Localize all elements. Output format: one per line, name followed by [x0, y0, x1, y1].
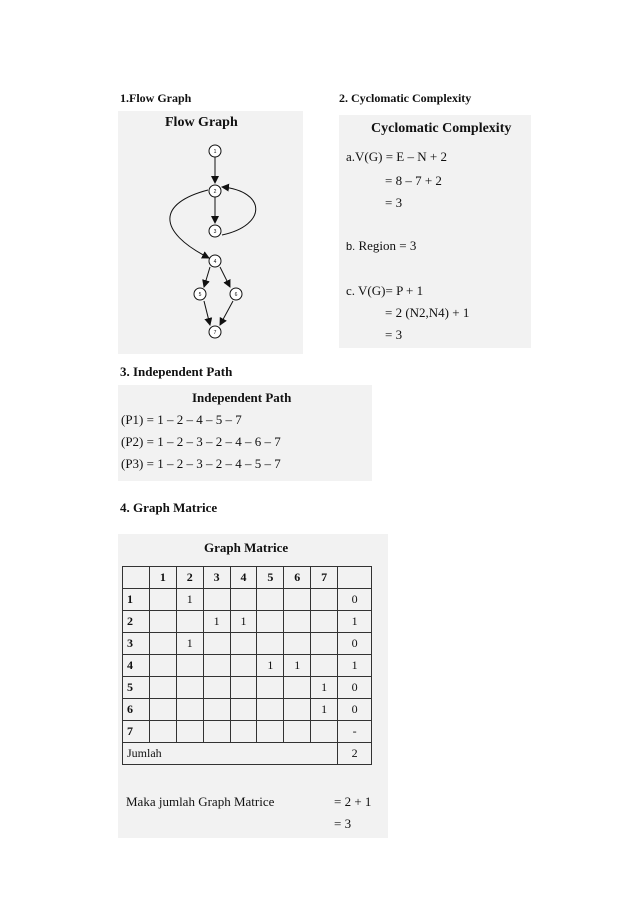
table-row: 7 - — [123, 721, 372, 743]
matrix-header-row: 1 2 3 4 5 6 7 — [123, 567, 372, 589]
summary-line-2: = 3 — [334, 816, 352, 831]
table-row: 1 1 0 — [123, 589, 372, 611]
section-4-heading — [120, 500, 217, 516]
section-title: Graph Matrice — [133, 500, 218, 515]
total-value: 2 — [338, 743, 372, 765]
node-label-5: 5 — [198, 292, 202, 298]
cyclomatic-a-line-3: = 3 — [385, 195, 403, 210]
node-label-3: 3 — [213, 229, 217, 235]
section-1-heading — [120, 91, 191, 106]
node-label-1: 1 — [213, 149, 217, 155]
cyclomatic-a-line-1: a.V(G) = E – N + 2 — [346, 149, 447, 164]
section-number: 3. — [120, 364, 130, 379]
section-number: 4. — [120, 500, 130, 515]
table-row: 3 1 0 — [123, 633, 372, 655]
edge-4-5 — [204, 267, 210, 287]
summary-line-1: = 2 + 1 — [334, 794, 372, 809]
section-number: 1. — [120, 91, 129, 105]
table-row: 5 1 0 — [123, 677, 372, 699]
matrix-total-row — [123, 743, 372, 765]
section-3-heading — [120, 364, 232, 380]
node-label-6: 6 — [234, 292, 238, 298]
section-2-heading — [339, 91, 471, 106]
edge-2-4 — [170, 190, 209, 258]
edge-5-7 — [204, 301, 210, 325]
path-p3: (P3) = 1 – 2 – 3 – 2 – 4 – 5 – 7 — [121, 456, 281, 471]
independent-path-title: Independent Path — [192, 390, 292, 405]
flow-graph-box — [118, 111, 303, 354]
section-title: Independent Path — [133, 364, 233, 379]
path-p2: (P2) = 1 – 2 – 3 – 2 – 4 – 6 – 7 — [121, 434, 281, 449]
independent-path-box — [118, 385, 372, 481]
section-number: 2. — [339, 91, 348, 105]
node-label-2: 2 — [213, 189, 217, 195]
cyclomatic-c-line-2: = 2 (N2,N4) + 1 — [385, 305, 470, 320]
edge-4-6 — [220, 267, 230, 287]
flow-graph-title: Flow Graph — [165, 115, 238, 130]
table-row: 6 1 0 — [123, 699, 372, 721]
edge-6-7 — [220, 301, 233, 325]
cyclomatic-a-line-2: = 8 – 7 + 2 — [385, 173, 442, 188]
graph-matrix-table — [122, 566, 372, 765]
total-label: Jumlah — [123, 743, 338, 765]
path-p1: (P1) = 1 – 2 – 4 – 5 – 7 — [121, 412, 242, 427]
cyclomatic-box — [339, 115, 531, 348]
cyclomatic-c-line-1: c. V(G)= P + 1 — [346, 283, 424, 298]
graph-matrix-box — [118, 534, 388, 838]
node-label-7: 7 — [213, 330, 217, 336]
cyclomatic-b-line: b. Region = 3 — [346, 238, 417, 253]
flow-graph-diagram — [118, 111, 303, 354]
section-title: Cyclomatic Complexity — [351, 91, 472, 105]
table-row: 4 1 1 1 — [123, 655, 372, 677]
graph-matrix-title: Graph Matrice — [204, 540, 289, 555]
summary-label: Maka jumlah Graph Matrice — [126, 794, 275, 809]
edge-3-2 — [222, 187, 256, 235]
cyclomatic-c-line-3: = 3 — [385, 327, 403, 342]
section-title: Flow Graph — [129, 91, 192, 105]
table-row: 2 1 1 1 — [123, 611, 372, 633]
node-label-4: 4 — [213, 259, 217, 265]
cyclomatic-title: Cyclomatic Complexity — [371, 121, 512, 136]
